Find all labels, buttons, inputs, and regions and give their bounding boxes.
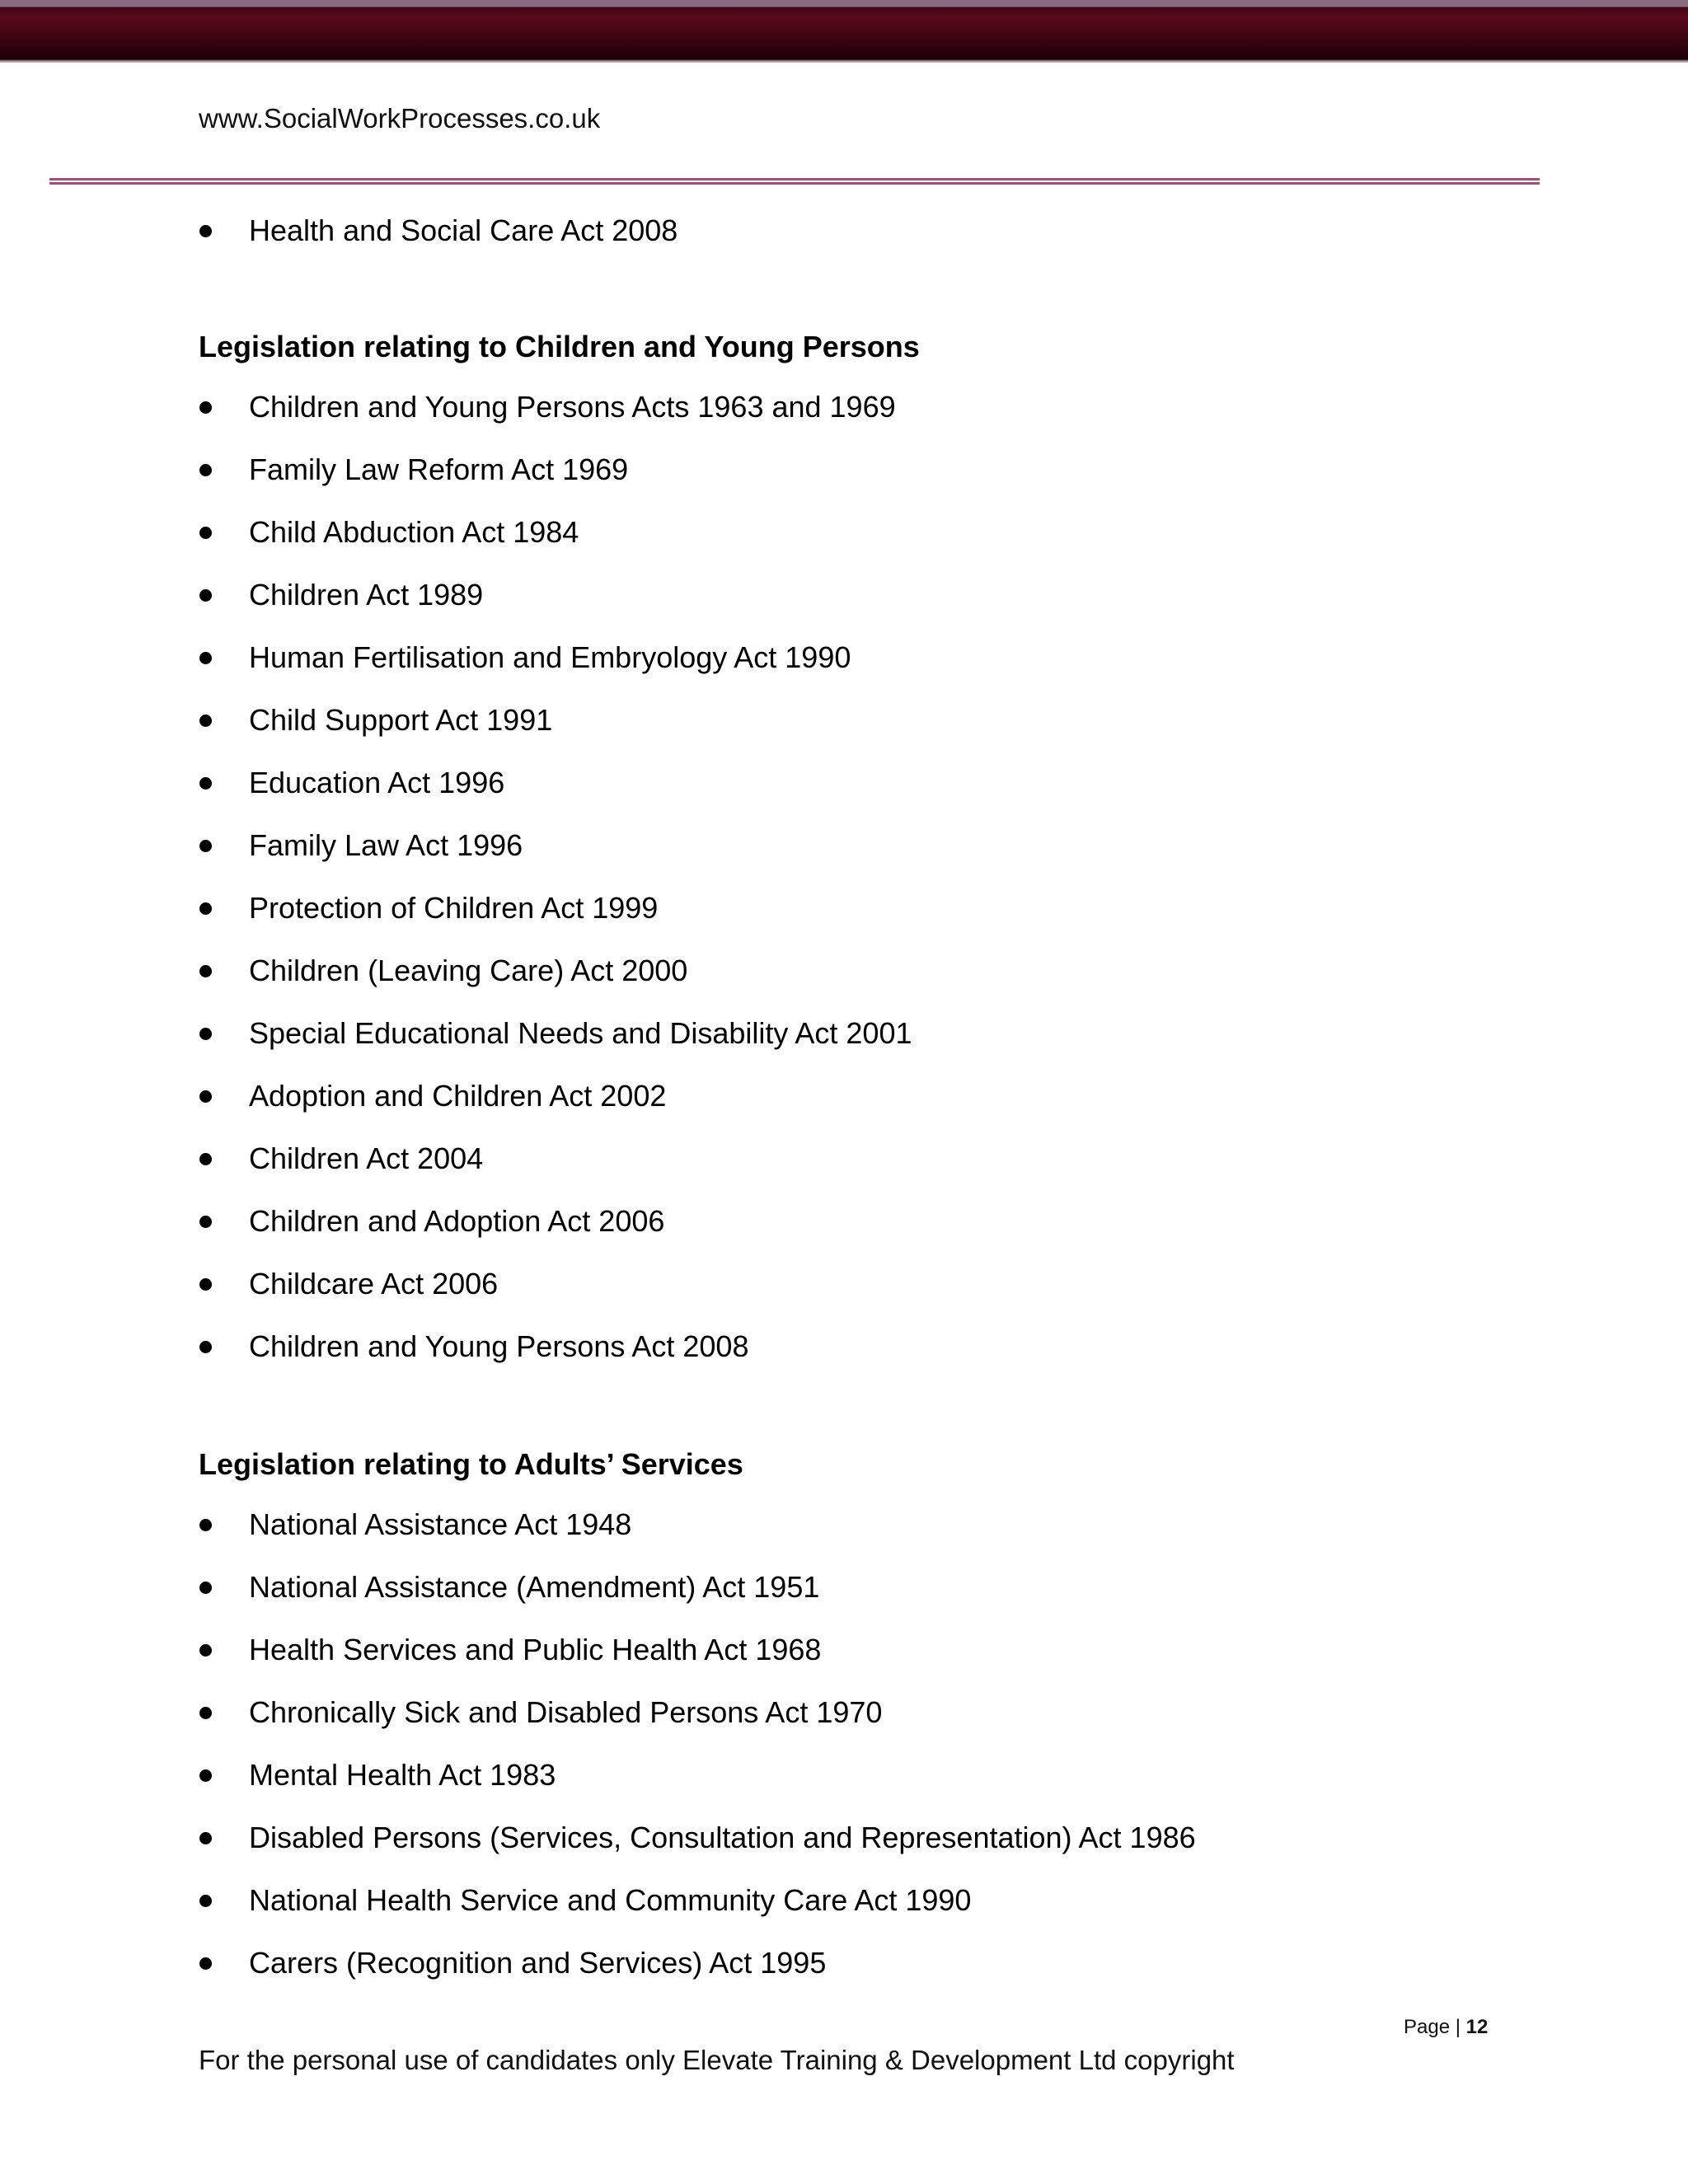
bullet-icon [199,902,212,915]
bullet-icon [199,652,212,664]
children-legislation-list [199,376,1567,1378]
bullet-icon [199,1216,212,1228]
bullet-icon [199,1153,212,1165]
section-heading-adults: Legislation relating to Adults’ Services [199,1447,743,1481]
list-item-text: Child Abduction Act 1984 [249,515,579,549]
bullet-icon [199,965,212,977]
list-item [199,1681,1567,1744]
list-item-text: Adoption and Children Act 2002 [249,1079,667,1113]
bullet-icon [199,225,212,237]
list-item-text: Children and Young Persons Acts 1963 and 1969 [249,390,896,424]
list-item [199,1190,1567,1253]
list-item-text: Disabled Persons (Services, Consultation and Representation) Act 1986 [249,1821,1196,1854]
footer-copyright: For the personal use of candidates only Elevate Training & Development Ltd copyright [199,2045,1235,2075]
list-item [199,1002,1567,1065]
list-item [199,752,1567,814]
list-item [199,1493,1567,1556]
list-item [199,1932,1567,1994]
list-item-text: National Assistance Act 1948 [249,1507,632,1541]
page-number-value: 12 [1465,2016,1489,2038]
list-item [199,940,1567,1002]
bullet-icon [199,401,212,414]
bullet-icon [199,777,212,790]
bullet-icon [199,1278,212,1291]
bullet-icon [199,1090,212,1103]
list-item-text: Children (Leaving Care) Act 2000 [249,954,688,987]
list-item-text: National Health Service and Community Care Act 1990 [249,1883,972,1917]
list-item-text: Protection of Children Act 1999 [249,891,659,925]
bullet-icon [199,840,212,852]
bullet-icon [199,464,212,476]
bullet-icon [199,1769,212,1782]
bullet-icon [199,1582,212,1594]
spacer [199,262,1567,318]
list-item [199,1253,1567,1315]
bullet-icon [199,1519,212,1531]
list-item [199,689,1567,752]
list-item-text: Mental Health Act 1983 [249,1758,556,1792]
list-item-text: Family Law Act 1996 [249,828,523,862]
list-item-text: Health and Social Care Act 2008 [249,213,678,247]
list-item [199,501,1567,564]
page-number [1404,2015,1488,2040]
list-item-text: Special Educational Needs and Disability Act 2001 [249,1016,912,1050]
list-item [199,814,1567,877]
list-item [199,564,1567,626]
list-item-text: Carers (Recognition and Services) Act 1995 [249,1946,827,1980]
list-item-text: Children and Adoption Act 2006 [249,1204,665,1238]
bullet-icon [199,715,212,727]
bullet-icon [199,1832,212,1844]
list-item [199,199,1567,262]
list-item [199,1065,1567,1127]
list-item [199,438,1567,501]
bullet-icon [199,1957,212,1970]
bullet-icon [199,527,212,539]
section-heading-children: Legislation relating to Children and Young Persons [199,330,920,363]
bullet-icon [199,1028,212,1040]
adults-legislation-list [199,1493,1567,1994]
bullet-icon [199,1644,212,1657]
list-item-text: Childcare Act 2006 [249,1267,499,1301]
list-item-text: National Assistance (Amendment) Act 1951 [249,1570,820,1604]
list-item [199,1315,1567,1378]
list-item-text: Education Act 1996 [249,766,505,799]
document-body [199,199,1567,1994]
bullet-icon [199,1341,212,1353]
bullet-icon [199,1707,212,1719]
list-item [199,1127,1567,1190]
site-url: www.SocialWorkProcesses.co.uk [199,103,601,134]
list-item-text: Human Fertilisation and Embryology Act 1990 [249,640,851,674]
bullet-icon [199,1895,212,1907]
list-item [199,1807,1567,1869]
list-item-text: Children Act 1989 [249,578,484,612]
list-item-text: Chronically Sick and Disabled Persons Act 1970 [249,1695,883,1729]
spacer [199,1378,1567,1436]
list-item [199,1556,1567,1619]
list-item-text: Health Services and Public Health Act 1968 [249,1633,822,1666]
list-item [199,877,1567,940]
bullet-icon [199,589,212,602]
list-item [199,376,1567,438]
header-band [0,0,1688,63]
list-item [199,626,1567,689]
list-item [199,1869,1567,1932]
list-item [199,1619,1567,1681]
header-divider [49,178,1540,185]
list-item-text: Child Support Act 1991 [249,703,553,737]
intro-list [199,199,1567,262]
list-item-text: Family Law Reform Act 1969 [249,452,629,486]
list-item-text: Children Act 2004 [249,1141,484,1175]
list-item-text: Children and Young Persons Act 2008 [249,1329,749,1363]
page-label: Page | [1404,2016,1466,2038]
list-item [199,1744,1567,1807]
